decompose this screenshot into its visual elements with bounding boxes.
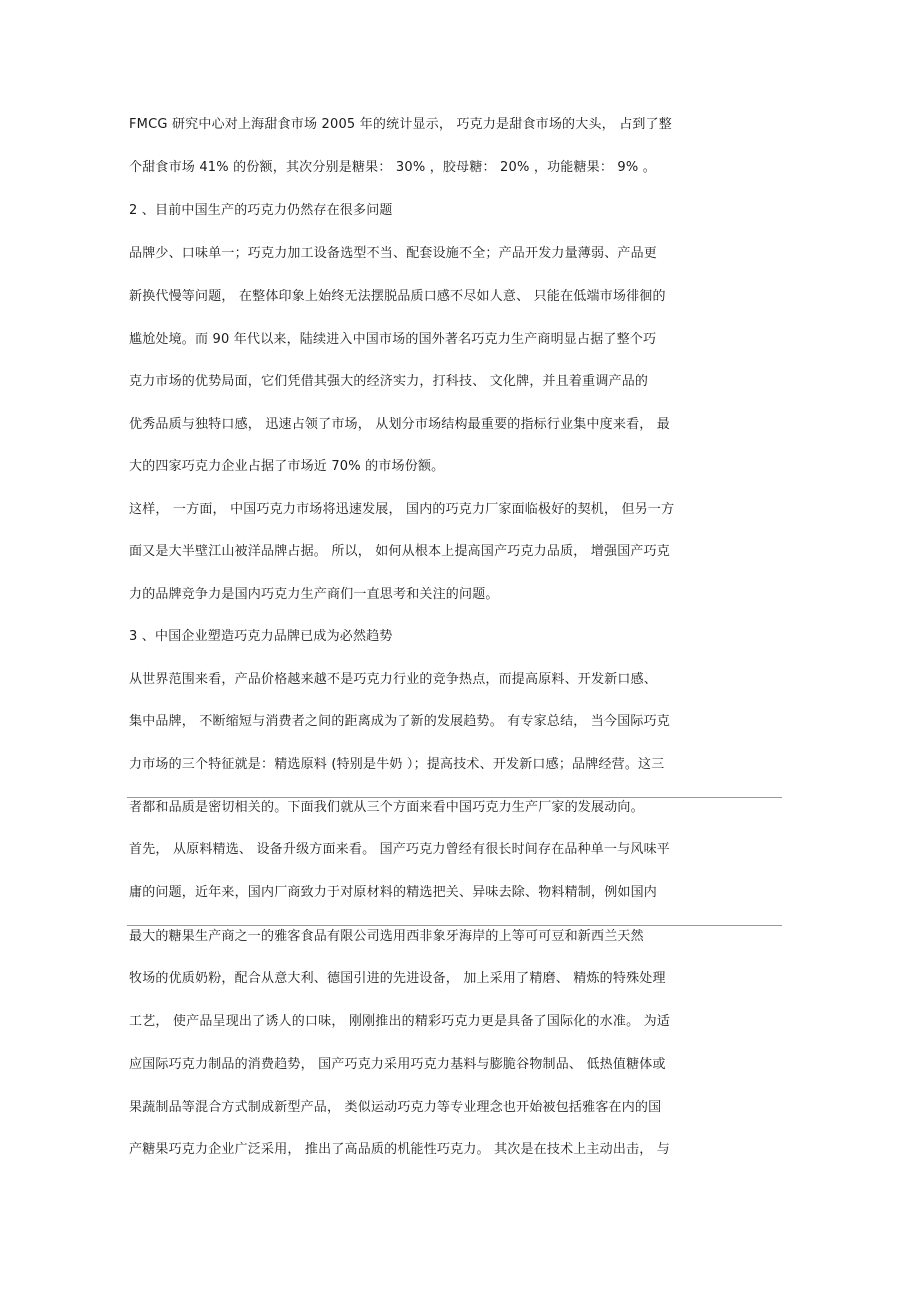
section-heading: 3 、中国企业塑造巧克力品牌已成为必然趋势 xyxy=(129,629,393,644)
text-line: 尴尬处境。而 90 年代以来，陆续进入中国市场的国外著名巧克力生产商明显占据了整个巧 xyxy=(129,332,657,347)
text-line: 新换代慢等问题， 在整体印象上始终无法摆脱品质口感不尽如人意、 只能在低端市场徘徊的 xyxy=(129,289,666,304)
text-line: 工艺， 使产品呈现出了诱人的口味， 刚刚推出的精彩巧克力更是具备了国际化的水准。 为适 xyxy=(129,1014,670,1029)
text-line: 大的四家巧克力企业占据了市场近 70% 的市场份额。 xyxy=(129,459,445,474)
section-heading: 2 、目前中国生产的巧克力仍然存在很多问题 xyxy=(129,203,393,218)
text-line: 庸的问题，近年来，国内厂商致力于对原材料的精选把关、异味去除、物料精制，例如国内 xyxy=(129,885,658,900)
text-line: 应国际巧克力制品的消费趋势， 国产巧克力采用巧克力基料与膨脆谷物制品、 低热值糖体或 xyxy=(129,1057,666,1072)
text-line: 果蔬制品等混合方式制成新型产品， 类似运动巧克力等专业理念也开始被包括雅客在内的国 xyxy=(129,1100,662,1115)
text-line: 产糖果巧克力企业广泛采用， 推出了高品质的机能性巧克力。 其次是在技术上主动出击， 与 xyxy=(129,1142,670,1157)
text-line: 者都和品质是密切相关的。下面我们就从三个方面来看中国巧克力生产厂家的发展动向。 xyxy=(129,800,644,815)
text-line: FMCG 研究中心对上海甜食市场 2005 年的统计显示， 巧克力是甜食市场的大头， 占到了整 xyxy=(129,117,672,132)
text-line: 首先， 从原料精选、 设备升级方面来看。 国产巧克力曾经有很长时间存在品种单一与风味平 xyxy=(129,842,670,857)
text-line: 最大的糖果生产商之一的雅客食品有限公司选用西非象牙海岸的上等可可豆和新西兰天然 xyxy=(129,929,644,944)
text-line: 这样， 一方面， 中国巧克力市场将迅速发展， 国内的巧克力厂家面临极好的契机， 但另一方 xyxy=(129,502,675,517)
text-line: 克力市场的优势局面，它们凭借其强大的经济实力，打科技、 文化牌，并且着重调产品的 xyxy=(129,374,649,389)
text-line: 集中品牌， 不断缩短与消费者之间的距离成为了新的发展趋势。 有专家总结， 当今国际巧克 xyxy=(129,714,670,729)
text-line: 力的品牌竞争力是国内巧克力生产商们一直思考和关注的问题。 xyxy=(129,587,499,602)
text-line: 个甜食市场 41% 的份额，其次分别是糖果： 30% ，胶母糖： 20% ，功能糖果： 9% 。 xyxy=(129,160,656,175)
text-line: 牧场的优质奶粉，配合从意大利、德国引进的先进设备， 加上采用了精磨、 精炼的特殊处理 xyxy=(129,971,666,986)
text-line: 优秀品质与独特口感， 迅速占领了市场， 从划分市场结构最重要的指标行业集中度来看， 最 xyxy=(129,417,670,432)
divider-rule xyxy=(127,925,782,926)
text-line: 力市场的三个特征就是：精选原料 (特别是牛奶 ）；提高技术、开发新口感；品牌经营。这三 xyxy=(129,757,665,772)
text-line: 品牌少、口味单一；巧克力加工设备选型不当、配套设施不全；产品开发力量薄弱、产品更 xyxy=(129,246,658,261)
text-line: 从世界范围来看，产品价格越来越不是巧克力行业的竞争热点，而提高原料、开发新口感、 xyxy=(129,672,658,687)
text-line: 面又是大半壁江山被洋品牌占据。 所以， 如何从根本上提高国产巧克力品质， 增强国产巧克 xyxy=(129,544,670,559)
